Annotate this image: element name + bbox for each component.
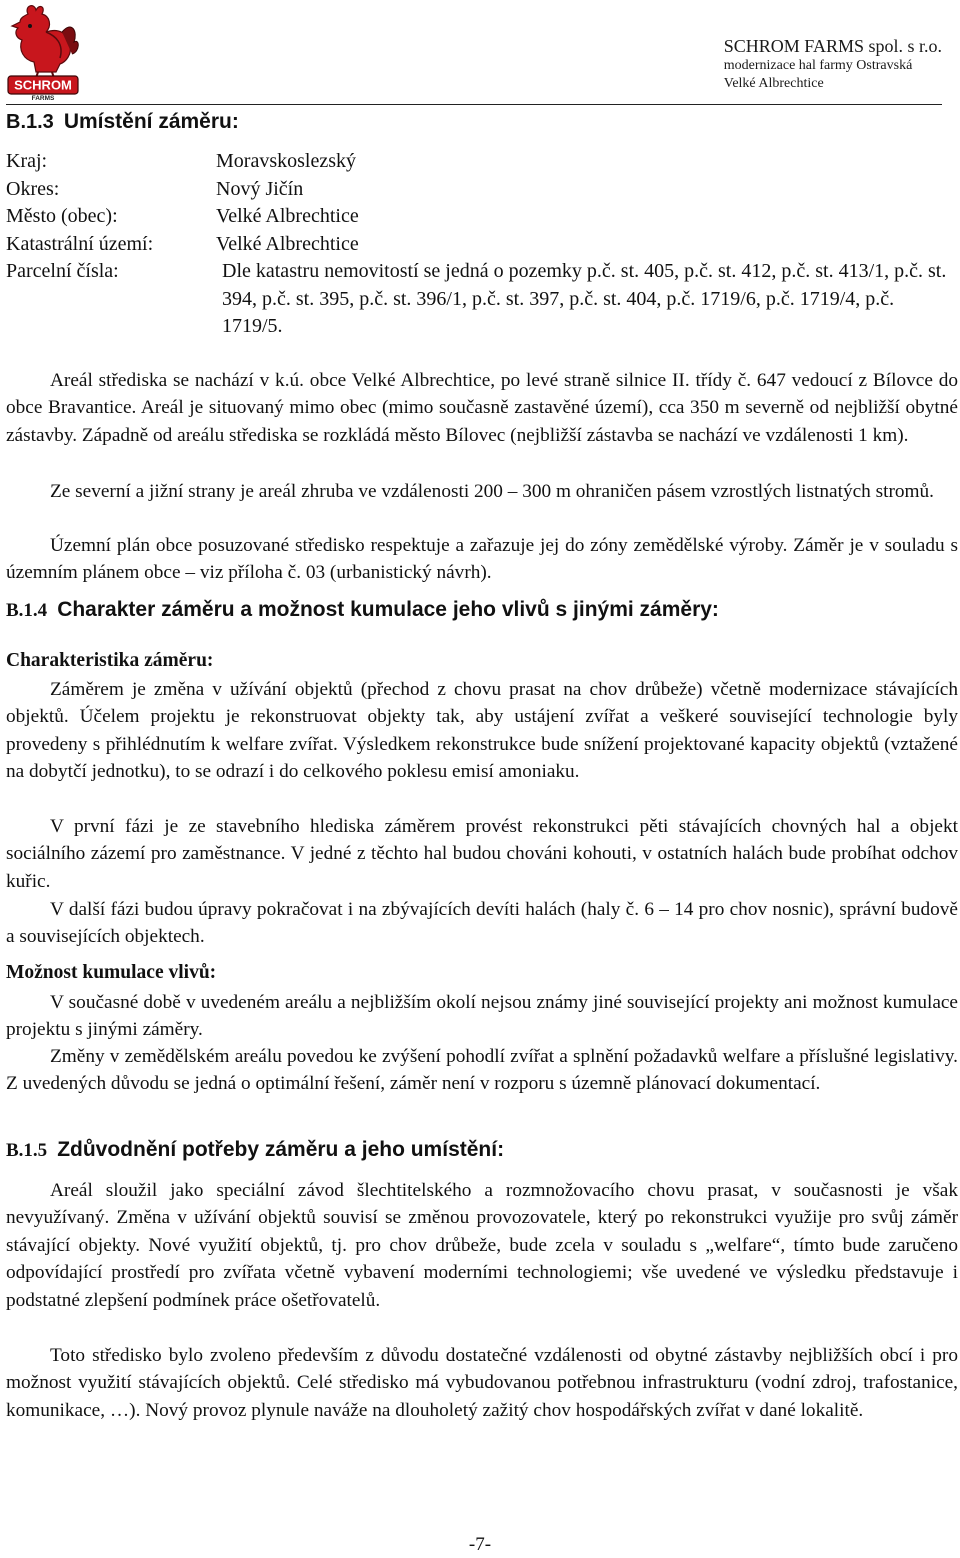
page-number: -7- bbox=[468, 1534, 492, 1555]
info-row-ku bbox=[6, 231, 956, 259]
section-heading-b15 bbox=[6, 1138, 504, 1162]
section-title: Umístění záměru: bbox=[63, 110, 239, 133]
info-value: Dle katastru nemovitostí se jedná o pozemky p.č. st. 405, p.č. st. 412, p.č. st. 413/1, p.č. st. 394, p.č. st. 395, p.č. st. 396/1, p.č. st. 397, p.č. st. 404, p.č. 1719/6, p.č. 1719/4, p.č. 1719/5. bbox=[222, 260, 947, 337]
paragraph: Změny v zemědělském areálu povedou ke zvýšení pohodlí zvířat a splnění požadavků welfare a příslušné legislativy. Z uvedených důvodu se jedná o optimální řešení, záměr není v rozporu s územně plánovací dokumentací. bbox=[6, 1046, 958, 1095]
company-block bbox=[724, 36, 942, 93]
info-row-okres bbox=[6, 176, 956, 204]
section-number: B.1.3 bbox=[6, 111, 54, 133]
section-heading-b14 bbox=[6, 598, 719, 622]
logo-subtext: FARMS bbox=[31, 95, 55, 102]
paragraph: V první fázi je ze stavebního hlediska záměrem provést rekonstrukci pěti stávajících chovných hal a objekt sociálního zázemí pro zaměstnance. V jedné z těchto hal budou chováni kohouti, v ostatních halách bude probíhat odchov kuřic. bbox=[6, 816, 958, 892]
info-value: Velké Albrechtice bbox=[216, 205, 359, 227]
subheading-characteristics: Charakteristika záměru: bbox=[6, 650, 214, 671]
info-value: Moravskoslezský bbox=[216, 150, 356, 172]
info-label: Katastrální území: bbox=[6, 232, 154, 255]
company-name: SCHROM FARMS spol. s r.o. bbox=[723, 36, 942, 56]
paragraph: V další fázi budou úpravy pokračovat i na zbývajících devíti halách (haly č. 6 – 14 pro chov nosnic), správní budově a souvisejících objektech. bbox=[6, 899, 958, 948]
info-value: Nový Jičín bbox=[216, 177, 304, 200]
info-label: Okres: bbox=[6, 177, 60, 200]
paragraph: V současné době v uvedeném areálu a nejbližším okolí nejsou známy jiné související projekty ani možnost kumulace projektu s jinými záměry. bbox=[6, 992, 958, 1041]
section-title: Zdůvodnění potřeby záměru a jeho umístění: bbox=[57, 1138, 505, 1161]
subheading-cumulation: Možnost kumulace vlivů: bbox=[6, 962, 217, 983]
paragraph: Toto středisko bylo zvoleno především z důvodu dostatečné vzdálenosti od obytné zástavby nejbližších obcí i pro možnost využití stávajících objektů. Celé středisko má vybudovanou potřebnou infrastrukturu (vodní zdroj, trafostanice, komunikace, …). Nový provoz plynule naváže na dlouholetý zažitý chov hospodářských zvířat v dané lokalitě. bbox=[6, 1345, 958, 1421]
info-label: Parcelní čísla: bbox=[6, 260, 119, 282]
project-name: modernizace hal farmy Ostravská bbox=[723, 58, 913, 73]
info-value: Velké Albrechtice bbox=[216, 232, 359, 255]
info-row-mesto bbox=[6, 203, 956, 231]
section-number: B.1.5 bbox=[6, 1140, 48, 1161]
project-location: Velké Albrechtice bbox=[723, 76, 824, 91]
paragraph: Územní plán obce posuzované středisko respektuje a zařazuje jej do zóny zemědělské výroby. Záměr je v souladu s územním plánem obce – viz příloha č. 03 (urbanistický návrh). bbox=[6, 535, 958, 584]
paragraph: Ze severní a jižní strany je areál zhruba ve vzdálenosti 200 – 300 m ohraničen pásem vzrostlých listnatých stromů. bbox=[50, 481, 934, 502]
section-number: B.1.4 bbox=[6, 600, 48, 621]
header-divider bbox=[6, 104, 942, 105]
rooster-logo-icon bbox=[6, 2, 82, 102]
info-label: Město (obec): bbox=[6, 205, 118, 227]
section-heading-b13 bbox=[6, 110, 239, 134]
section-title: Charakter záměru a možnost kumulace jeho vlivů s jinými záměry: bbox=[57, 598, 719, 621]
paragraph: Areál sloužil jako speciální závod šlechtitelského a rozmnožovacího chovu prasat, v současnosti je však nevyužívaný. Změna v užívání objektů souvisí se změnou provozovatele, který po rekonstrukci využije pro svůj záměr stávající objekty. Nové využití objektů, tj. pro chov drůbeže, bude zcela v souladu s „welfare“, tímto bude zaručeno odpovídající prostředí pro zvířata včetně vybavení moderními technologiemi; vše uvedené ve výsledku představuje i podstatné zlepšení podmínek práce ošetřovatelů. bbox=[6, 1180, 958, 1311]
paragraph: Areál střediska se nachází v k.ú. obce Velké Albrechtice, po levé straně silnice II. třídy č. 647 vedoucí z Bílovce do obce Bravantice. Areál je situovaný mimo obec (mimo současně zastavěné území), cca 350 m severně od nejbližší obytné zástavby. Západně od areálu střediska se rozkládá město Bílovec (nejbližší zástavba se nachází ve vzdálenosti 1 km). bbox=[6, 370, 958, 446]
info-row-kraj bbox=[6, 148, 956, 176]
page-header bbox=[0, 0, 960, 106]
info-label: Kraj: bbox=[6, 150, 48, 172]
paragraph: Záměrem je změna v užívání objektů (přechod z chovu prasat na chov drůbeže) včetně modernizace stávajících objektů. Účelem projektu je rekonstruovat objekty tak, aby ustájení zvířat a veškeré související technologie byly provedeny s přihlédnutím k welfare zvířat. Výsledkem rekonstrukce bude snížení projektované kapacity objektů (vztažené na dobytčí jednotku), to se odrazí i do celkového poklesu emisí amoniaku. bbox=[6, 679, 958, 783]
logo-text: SCHROM bbox=[14, 77, 72, 93]
info-row-parcel bbox=[6, 258, 956, 341]
location-info-table bbox=[6, 148, 956, 341]
